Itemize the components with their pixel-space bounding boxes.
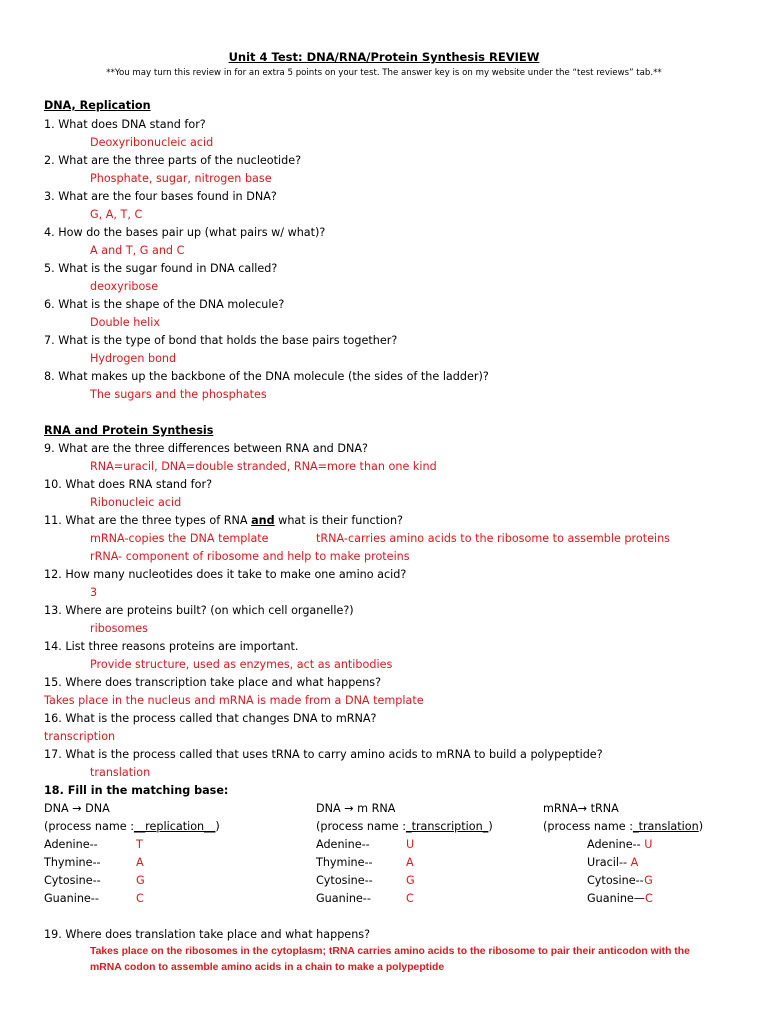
col3-process-name <box>543 820 703 834</box>
col3-answer-adenine: U <box>644 838 653 851</box>
col2-answer-thymine: A <box>406 856 414 869</box>
answer-16: transcription <box>44 730 116 743</box>
arrow-icon: → <box>72 802 82 815</box>
col3-row-guanine <box>587 892 653 906</box>
answer-8: The sugars and the phosphates <box>90 388 267 401</box>
answer-11-mrna: mRNA-copies the DNA template <box>90 532 269 545</box>
col2-process-label: (process name : <box>316 820 406 833</box>
col3-row-uracil <box>587 856 638 870</box>
question-11-end: what is their function? <box>274 514 403 527</box>
answer-13: ribosomes <box>90 622 148 635</box>
question-17: 17. What is the process called that uses tRNA to carry amino acids to mRNA to build a polypeptide? <box>44 748 603 761</box>
col1-from: DNA <box>44 802 73 815</box>
question-15: 15. Where does transcription take place and what happens? <box>44 676 382 689</box>
col2-answer-adenine: U <box>406 838 415 851</box>
question-2: 2. What are the three parts of the nucleotide? <box>44 154 302 167</box>
col1-process-name <box>44 820 220 834</box>
col3-answer-guanine: C <box>644 892 653 905</box>
col1-process-label: (process name : <box>44 820 134 833</box>
section-heading-rna-protein-synthesis: RNA and Protein Synthesis <box>44 424 214 437</box>
question-3: 3. What are the four bases found in DNA? <box>44 190 277 203</box>
question-11-and: and <box>251 514 275 527</box>
question-11-start: 11. What are the three types of RNA <box>44 514 252 527</box>
col2-answer-guanine: C <box>406 892 414 905</box>
col1-answer-cytosine: G <box>136 874 145 887</box>
col2-process-name <box>316 820 493 834</box>
col1-base-cytosine: Cytosine-- <box>44 874 101 887</box>
col3-answer-cytosine: G <box>644 874 653 887</box>
col3-process-label: (process name : <box>543 820 633 833</box>
col2-header <box>316 802 395 816</box>
question-4: 4. How do the bases pair up (what pairs w/ what)? <box>44 226 326 239</box>
col1-process-value: __replication__ <box>133 820 216 833</box>
answer-19-line-2: mRNA codon to assemble amino acids in a chain to make a polypeptide <box>90 962 445 973</box>
arrow-icon: → <box>577 802 588 815</box>
question-18: 18. Fill in the matching base: <box>44 784 229 797</box>
answer-2: Phosphate, sugar, nitrogen base <box>90 172 272 185</box>
col3-to: tRNA <box>587 802 619 815</box>
question-7: 7. What is the type of bond that holds the base pairs together? <box>44 334 398 347</box>
question-1: 1. What does DNA stand for? <box>44 118 206 131</box>
answer-4: A and T, G and C <box>90 244 185 257</box>
col1-base-thymine: Thymine-- <box>44 856 101 869</box>
col2-base-adenine: Adenine-- <box>316 838 370 851</box>
question-10: 10. What does RNA stand for? <box>44 478 213 491</box>
arrow-icon: → <box>344 802 354 815</box>
col2-base-thymine: Thymine-- <box>316 856 373 869</box>
col1-answer-adenine: T <box>136 838 143 851</box>
col1-to: DNA <box>81 802 110 815</box>
col3-answer-uracil: A <box>630 856 639 869</box>
answer-5: deoxyribose <box>90 280 159 293</box>
question-14: 14. List three reasons proteins are important. <box>44 640 299 653</box>
answer-12: 3 <box>90 586 98 599</box>
answer-7: Hydrogen bond <box>90 352 177 365</box>
col1-answer-thymine: A <box>136 856 144 869</box>
answer-19-line-1: Takes place on the ribosomes in the cytoplasm; tRNA carries amino acids to the ribosome to pair their anticodon with the <box>90 946 690 957</box>
col2-from: DNA <box>316 802 345 815</box>
col3-base-uracil: Uracil-- <box>587 856 631 869</box>
col2-process-close: ) <box>488 820 493 833</box>
question-6: 6. What is the shape of the DNA molecule? <box>44 298 285 311</box>
col2-base-guanine: Guanine-- <box>316 892 371 905</box>
col3-row-adenine <box>587 838 652 852</box>
question-11 <box>44 514 403 528</box>
question-9: 9. What are the three differences between RNA and DNA? <box>44 442 368 455</box>
answer-17: translation <box>90 766 151 779</box>
answer-11-trna: tRNA-carries amino acids to the ribosome to assemble proteins <box>316 532 671 545</box>
col1-answer-guanine: C <box>136 892 144 905</box>
question-8: 8. What makes up the backbone of the DNA molecule (the sides of the ladder)? <box>44 370 489 383</box>
col1-base-guanine: Guanine-- <box>44 892 99 905</box>
col2-base-cytosine: Cytosine-- <box>316 874 373 887</box>
col1-base-adenine: Adenine-- <box>44 838 98 851</box>
answer-9: RNA=uracil, DNA=double stranded, RNA=more than one kind <box>90 460 437 473</box>
page-title: Unit 4 Test: DNA/RNA/Protein Synthesis REVIEW <box>228 50 540 64</box>
answer-3: G, A, T, C <box>90 208 143 221</box>
col3-row-cytosine <box>587 874 653 888</box>
col1-process-close: ) <box>215 820 220 833</box>
col3-from: mRNA <box>543 802 578 815</box>
answer-1: Deoxyribonucleic acid <box>90 136 214 149</box>
answer-14: Provide structure, used as enzymes, act as antibodies <box>90 658 393 671</box>
answer-10: Ribonucleic acid <box>90 496 182 509</box>
col1-header <box>44 802 110 816</box>
col3-base-cytosine: Cytosine-- <box>587 874 645 887</box>
question-19: 19. Where does translation take place and what happens? <box>44 928 371 941</box>
col2-to: m RNA <box>353 802 396 815</box>
col3-header <box>543 802 619 816</box>
question-13: 13. Where are proteins built? (on which cell organelle?) <box>44 604 354 617</box>
col3-base-guanine: Guanine— <box>587 892 645 905</box>
answer-6: Double helix <box>90 316 161 329</box>
col2-process-value: _transcription_ <box>405 820 489 833</box>
answer-15: Takes place in the nucleus and mRNA is made from a DNA template <box>44 694 424 707</box>
question-5: 5. What is the sugar found in DNA called? <box>44 262 278 275</box>
extra-credit-note: **You may turn this review in for an extra 5 points on your test. The answer key is on my website under the “test reviews” tab.** <box>106 68 662 78</box>
col2-answer-cytosine: G <box>406 874 415 887</box>
col3-base-adenine: Adenine-- <box>587 838 645 851</box>
answer-11-rrna: rRNA- component of ribosome and help to make proteins <box>90 550 410 563</box>
question-16: 16. What is the process called that changes DNA to mRNA? <box>44 712 377 725</box>
col3-process-value: _translation <box>632 820 699 833</box>
col3-process-close: ) <box>698 820 704 833</box>
question-12: 12. How many nucleotides does it take to make one amino acid? <box>44 568 407 581</box>
section-heading-dna-replication: DNA, Replication <box>44 99 151 112</box>
